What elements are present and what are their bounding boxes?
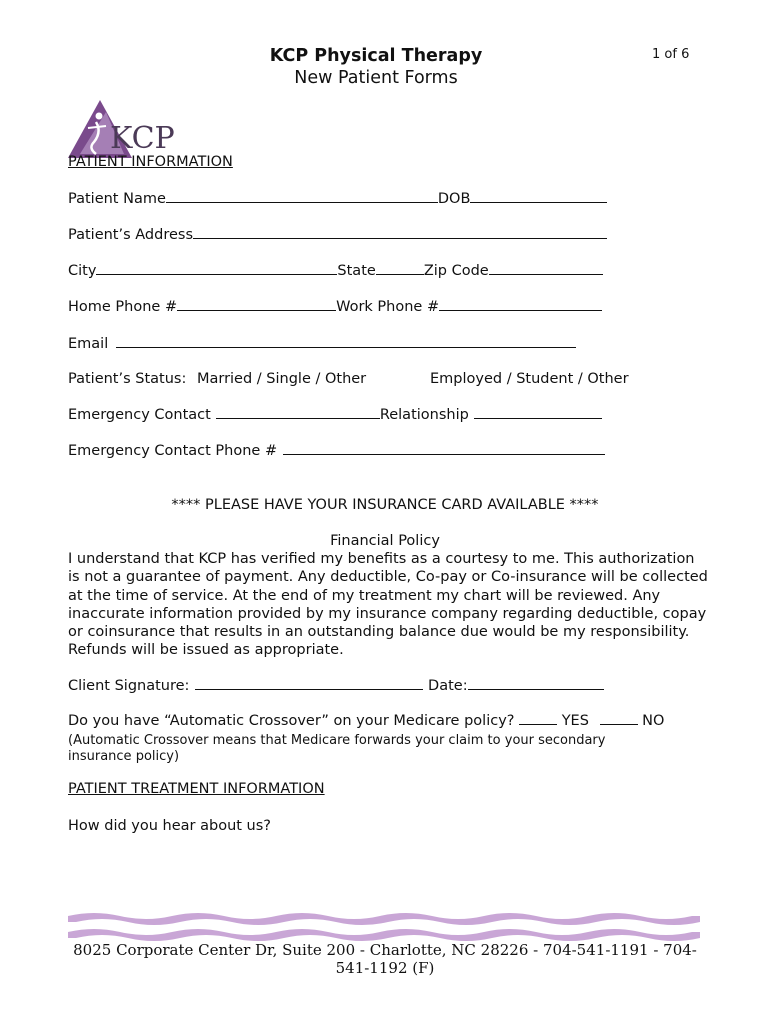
marital-options[interactable]: Married / Single / Other bbox=[196, 371, 367, 387]
date-field[interactable] bbox=[468, 688, 604, 690]
emergency-phone-row bbox=[68, 443, 605, 459]
status-label: Patient’s Status: bbox=[68, 371, 187, 387]
email-label: Email bbox=[68, 336, 109, 352]
address-field[interactable] bbox=[193, 237, 607, 239]
emergency-phone-field[interactable] bbox=[283, 453, 605, 455]
signature-field[interactable] bbox=[195, 688, 423, 690]
work-phone-label: Work Phone # bbox=[336, 299, 440, 315]
crossover-no-label: NO bbox=[642, 713, 665, 729]
emergency-phone-label: Emergency Contact Phone # bbox=[68, 443, 278, 459]
signature-row bbox=[68, 678, 604, 694]
dob-label: DOB bbox=[437, 191, 471, 207]
treatment-heading: PATIENT TREATMENT INFORMATION bbox=[68, 781, 325, 797]
emergency-row bbox=[68, 407, 602, 423]
decorative-wave-band bbox=[68, 910, 700, 944]
state-field[interactable] bbox=[376, 273, 424, 275]
crossover-yes-field[interactable] bbox=[519, 723, 557, 725]
phone-row bbox=[68, 299, 602, 315]
crossover-question: Do you have “Automatic Crossover” on your Medicare policy? bbox=[68, 713, 515, 729]
dob-field[interactable] bbox=[470, 201, 607, 203]
city-field[interactable] bbox=[96, 273, 337, 275]
employment-options[interactable]: Employed / Student / Other bbox=[430, 371, 629, 387]
crossover-no-field[interactable] bbox=[600, 723, 638, 725]
date-label: Date: bbox=[428, 678, 468, 694]
crossover-note-line2: insurance policy) bbox=[68, 749, 180, 764]
page-title: KCP Physical Therapy bbox=[269, 46, 483, 66]
relationship-field[interactable] bbox=[474, 417, 602, 419]
address-row bbox=[68, 227, 607, 243]
hear-about-question: How did you hear about us? bbox=[68, 818, 271, 834]
logo-text: KCP bbox=[110, 121, 175, 156]
financial-policy-title: Financial Policy bbox=[330, 533, 440, 549]
patient-name-field[interactable] bbox=[166, 201, 438, 203]
wave-icon bbox=[68, 910, 700, 944]
patient-info-heading: PATIENT INFORMATION bbox=[68, 154, 233, 170]
status-row bbox=[68, 371, 366, 387]
city-row bbox=[68, 263, 603, 279]
zip-label: Zip Code bbox=[423, 263, 489, 279]
address-label: Patient’s Address bbox=[68, 227, 194, 243]
crossover-row bbox=[68, 713, 664, 729]
patient-name-label: Patient Name bbox=[68, 191, 166, 207]
insurance-notice: **** PLEASE HAVE YOUR INSURANCE CARD AVAILABLE **** bbox=[171, 497, 599, 513]
crossover-note-line1: (Automatic Crossover means that Medicare forwards your claim to your secondary bbox=[68, 733, 606, 748]
home-phone-field[interactable] bbox=[177, 309, 336, 311]
crossover-yes-label: YES bbox=[561, 713, 589, 729]
email-field[interactable] bbox=[116, 346, 576, 348]
patient-name-row bbox=[68, 191, 607, 207]
email-row bbox=[68, 336, 576, 352]
financial-policy-text: I understand that KCP has verified my benefits as a courtesy to me. This authorization is not a guarantee of payment. Any deductible, Co-pay or Co-insurance will be collected at the time of service. At the end of my treatment my chart will be reviewed. Any inaccurate information provided by my insurance company regarding deductible, copay or coinsurance that results in an outstanding balance due would be my responsibility. Refunds will be issued as appropriate. bbox=[68, 551, 708, 659]
zip-field[interactable] bbox=[489, 273, 603, 275]
signature-label: Client Signature: bbox=[68, 678, 190, 694]
page-subtitle: New Patient Forms bbox=[294, 68, 458, 88]
city-label: City bbox=[68, 263, 97, 279]
emergency-field[interactable] bbox=[216, 417, 380, 419]
footer-address: 8025 Corporate Center Dr, Suite 200 - Charlotte, NC 28226 - 704-541-1191 - 704-541-1192 (F) bbox=[73, 941, 697, 977]
page-number: 1 of 6 bbox=[652, 47, 690, 62]
work-phone-field[interactable] bbox=[439, 309, 602, 311]
emergency-label: Emergency Contact bbox=[68, 407, 211, 423]
relationship-label: Relationship bbox=[379, 407, 469, 423]
home-phone-label: Home Phone # bbox=[68, 299, 178, 315]
state-label: State bbox=[337, 263, 376, 279]
